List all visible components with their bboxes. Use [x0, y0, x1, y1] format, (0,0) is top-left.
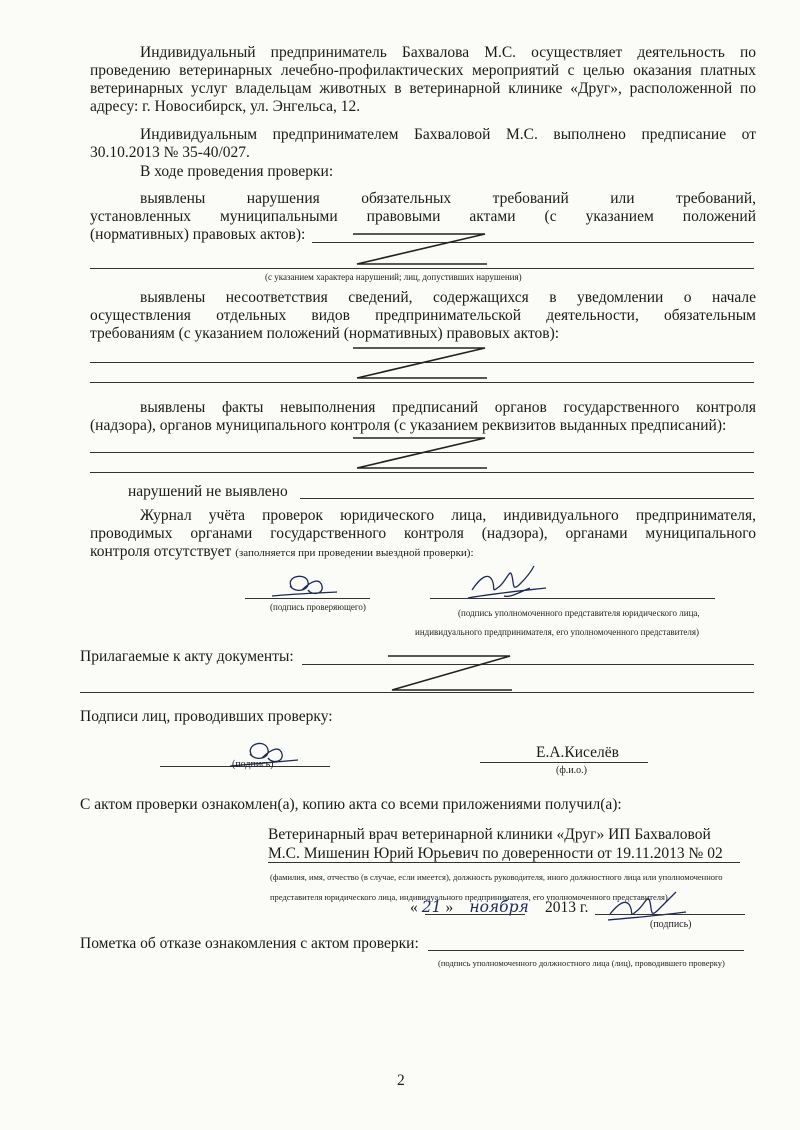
date-month: ноября — [469, 898, 529, 916]
date-year: 2013 г. — [544, 899, 589, 916]
acknowledged-caption-1: (фамилия, имя, отчество (в случае, если имеется), должность руководителя, иного должностного лица или уполномоченного — [270, 872, 723, 882]
acknowledged-sign-caption: (подпись) — [650, 919, 692, 930]
failure-line-1: выявлены факты невыполнения предписаний органов государственного контроля — [140, 399, 756, 416]
intro-line-2: проведению ветеринарных лечебно-профилактических мероприятий с целью оказания платных — [90, 62, 756, 79]
prescription-line-1: Индивидуальным предпринимателем Бахваловой М.С. выполнено предписание от — [140, 126, 756, 143]
journal-line-3-main: контроля отсутствует — [90, 543, 232, 560]
acknowledged-person-line — [268, 862, 740, 863]
inspector-name-line — [480, 762, 648, 763]
intro-line-1: Индивидуальный предприниматель Бахвалова М.С. осуществляет деятельность по — [140, 44, 756, 61]
mismatch-line-2: осуществления отдельных видов предпринимательской деятельности, обязательным — [90, 307, 756, 324]
mismatch-line-3: требованиям (с указанием положений (нормативных) правовых актов): — [90, 325, 560, 342]
inspector-signature — [262, 566, 342, 602]
attachments-fill-line-2 — [80, 692, 754, 693]
strike-z-2 — [345, 342, 495, 384]
violations-caption: (с указанием характера нарушений; лиц, допустивших нарушения) — [265, 272, 522, 282]
refusal-caption: (подпись уполномоченного должностного лица (лиц), проводившего проверку) — [438, 958, 725, 968]
inspection-heading: В ходе проведения проверки: — [140, 163, 334, 180]
no-violations-text: нарушений не выявлено — [128, 483, 288, 500]
refusal-line — [428, 950, 744, 951]
inspector-sign-line — [245, 598, 370, 599]
inspector-sign-caption: (подпись проверяющего) — [270, 602, 366, 612]
violations-fill-line-2 — [90, 268, 754, 269]
journal-line-1: Журнал учёта проверок юридического лица, индивидуального предпринимателя, — [140, 507, 756, 524]
acknowledged-label: С актом проверки ознакомлен(а), копию акта со всеми приложениями получил(а): — [80, 796, 622, 813]
date-close-quote: » — [445, 899, 454, 916]
violations-line-2: установленных муниципальными правовыми актами (с указанием положений — [90, 208, 756, 225]
journal-line-3 — [90, 543, 474, 562]
representative-caption-2: индивидуального предпринимателя, его уполномоченного представителя) — [415, 627, 700, 637]
attachments-label: Прилагаемые к акту документы: — [80, 648, 294, 665]
signatures-sign-caption: (подпись) — [232, 759, 274, 770]
journal-line-3-note: (заполняется при проведении выездной проверки): — [235, 547, 474, 559]
representative-sign-line — [430, 598, 715, 599]
intro-line-4: адресу: г. Новосибирск, ул. Энгельса, 12. — [90, 98, 361, 115]
failure-fill-line-2 — [90, 472, 754, 473]
mismatch-fill-line-2 — [90, 382, 754, 383]
violations-line-3: (нормативных) правовых актов): — [90, 226, 306, 243]
signatures-label: Подписи лиц, проводивших проверку: — [80, 708, 333, 725]
violations-line-1: выявлены нарушения обязательных требований или требований, — [140, 190, 756, 207]
inspector-name: Е.А.Киселёв — [536, 744, 619, 761]
refusal-label: Пометка об отказе ознакомления с актом проверки: — [80, 935, 419, 952]
strike-z-1 — [345, 228, 495, 270]
intro-line-3: ветеринарных услуг владельцам животных в ветеринарной клинике «Друг», расположенной по — [90, 80, 756, 97]
representative-caption-1: (подпись уполномоченного представителя юридического лица, — [458, 608, 700, 618]
acknowledged-person-line-2: М.С. Мишенин Юрий Юрьевич по доверенности от 19.11.2013 № 02 — [268, 845, 723, 862]
acknowledged-person-line-1: Ветеринарный врач ветеринарной клиники «Друг» ИП Бахваловой — [268, 826, 711, 843]
signatures-fio-caption: (ф.и.о.) — [556, 765, 587, 776]
acknowledged-sign-line — [595, 914, 745, 915]
mismatch-line-1: выявлены несоответствия сведений, содержащихся в уведомлении о начале — [140, 289, 756, 306]
prescription-line-2: 30.10.2013 № 35-40/027. — [90, 144, 250, 161]
journal-line-2: проводимых органами государственного контроля (надзора), органами муниципального — [90, 525, 756, 542]
date-month-line — [425, 914, 525, 915]
attachments-fill-line-1 — [302, 664, 754, 665]
page-number: 2 — [397, 1072, 405, 1089]
date-day: 21 — [421, 898, 442, 916]
date-open-quote: « — [410, 899, 418, 916]
strike-z-3 — [345, 432, 495, 474]
failure-line-2: (надзора), органов муниципального контроля (с указанием реквизитов выданных предписаний): — [90, 417, 727, 434]
strike-z-4 — [380, 650, 520, 696]
acknowledged-caption-2: представителя юридического лица, индивидуального предпринимателя, его уполномоченного представителя) — [270, 892, 668, 902]
no-violations-line — [300, 498, 754, 499]
